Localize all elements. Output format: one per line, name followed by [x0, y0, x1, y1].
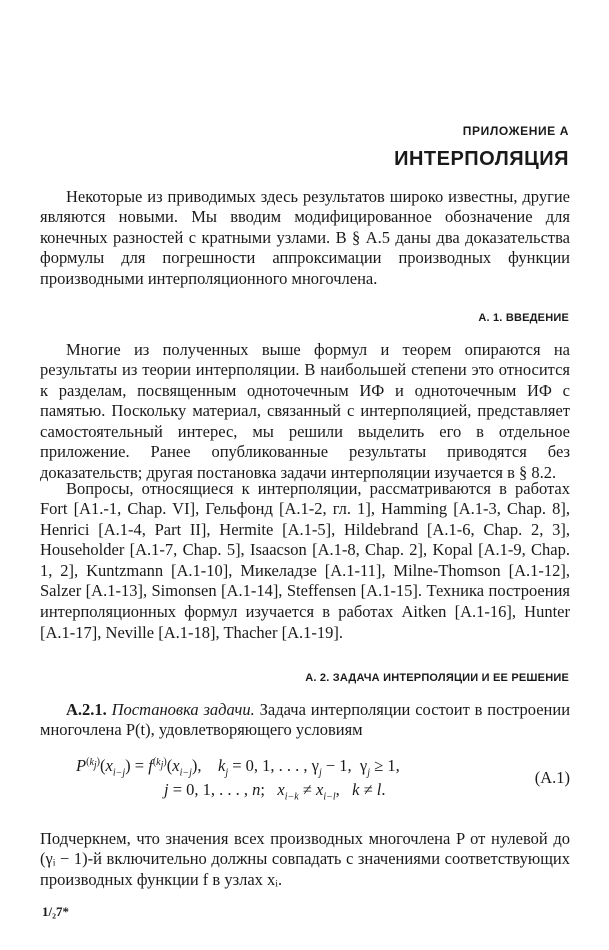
emphasis-paragraph: Подчеркнем, что значения всех производных многочлена P от нулевой до (γᵢ − 1)-й включительно должны совпадать с значениями соответствующих производных функции f в узлах xᵢ. — [40, 828, 570, 889]
equation-number: (А.1) — [534, 768, 570, 787]
chapter-title: ИНТЕРПОЛЯЦИЯ — [394, 148, 569, 170]
subsection-title: Постановка задачи. — [111, 699, 255, 719]
equation-line-1: $P^{(k_j)}(x_{i-j}) = f^{(k_j)}(x_{i-j})$, $k_j = 0$, 1, . . . , $\gamma_j - 1$, $\gamma_j \ge 1$, — [76, 756, 400, 779]
subsection-number: А.2.1. — [66, 699, 107, 719]
introduction-paragraph-2: Вопросы, относящиеся к интерполяции, рассматриваются в работах Fort [A1.-1, Chap. VI], Гельфонд [А.1-2, гл. 1], Hamming [A.1-3, Chap. 8], Henrici [A.1-4, Part II], Hermite [A.1-5], Hildebrand [A.1-6, Chap. 2, 3], Householder [A.1-7, Chap. 5], Isaacson [A.1-8, Chap. 2], Kopal [A.1-9, Chap. 1, 2], Kuntzmann [A.1-10], Микеладзе [A.1-11], Milne-Thomson [A.1-12], Salzer [A.1-13], Simonsen [A.1-14], Steffensen [A.1-15]. Техника построения интерполяционных формул изучается в работах Aitken [A.1-16], Hunter [A.1-17], Neville [A.1-18], Thacher [A.1-19]. — [40, 478, 570, 642]
appendix-label: ПРИЛОЖЕНИЕ А — [462, 124, 569, 138]
section-heading-introduction: А. 1. ВВЕДЕНИЕ — [478, 312, 569, 324]
equation-line-2: j = 0, 1, . . . , n; $x_{i-k} \ne x_{i-l}$, k ≠ l. — [164, 780, 386, 803]
intro-paragraph: Некоторые из приводимых здесь результатов широко известны, другие являются новыми. Мы вводим модифицированное обозначение для конечных разностей с кратными узлами. В § А.5 даны два доказательства формулы для погрешности аппроксимации производных функции производными интерполяционного многочлена. — [40, 186, 570, 288]
equation-a1 — [40, 756, 570, 804]
problem-statement-paragraph — [40, 700, 570, 741]
introduction-paragraph-1: Многие из полученных выше формул и теорем опираются на результаты из теории интерполяции. В наибольшей степени это относится к разделам, посвященным одноточечным ИФ и одноточечным ИФ с памятью. Поскольку материал, связанный с интерполяцией, представляет самостоятельный интерес, мы решили выделить его в отдельное приложение. Ранее опубликованные результаты приводятся без доказательств; другая постановка задачи интерполяции изучается в § 8.2. — [40, 339, 570, 483]
page-signature: 1/₂7* — [42, 904, 70, 919]
problem-statement-text: Задача интерполяции состоит в построении многочлена P(t), удовлетворяющего условиям — [40, 699, 571, 740]
section-heading-interpolation-problem: А. 2. ЗАДАЧА ИНТЕРПОЛЯЦИИ И ЕЕ РЕШЕНИЕ — [305, 672, 569, 684]
